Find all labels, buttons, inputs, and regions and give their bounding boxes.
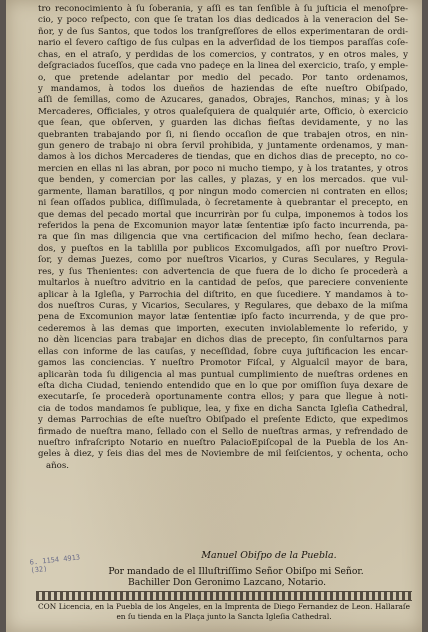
body-line: que demas del pecado mortal que incurriràn por ſu culpa, imponemos à todos los: [38, 209, 408, 220]
signature-text: Manuel Obiſpo de la Puebla.: [201, 550, 337, 561]
body-line: ñor, y de ſus Santos, que todos los tranſgreſſores de ellos experimentaran de ordi-: [38, 26, 408, 37]
body-line: referidos la pena de Excomunion mayor latæ ſententiæ ipſo facto incurrenda, pa-: [38, 221, 408, 232]
body-line: deſgraciados ſuceſſos, que cada vno padeçe en la linea del exercicio, traſo, y emple-: [38, 61, 408, 72]
body-line: nueſtro infraſcripto Notario en nueſtro PalacioEpiſcopal de la Puebla de los An-: [38, 438, 408, 449]
body-line: aplicar à la Igleſia, y Parrochia del diſtrito, en que ſucediere. Y mandamos à to-: [38, 289, 408, 300]
body-line: dos nueſtros Curas, y Vicarios, Seculares, y Regulares, que debaxo de la miſma: [38, 300, 408, 311]
body-line: no dèn licencias para trabajar en dichos dias de precepto, ſin conſultarnos para: [38, 335, 408, 346]
bishop-signature: [6, 550, 422, 561]
body-line: executarſe, ſe procederà oportunamente contra ellos; y para que llegue à noti-: [38, 392, 408, 403]
body-line: ra que ſin mas diligencia que vna certificacion del miſmo hecho, ſean declara-: [38, 232, 408, 243]
body-line: eſta dicha Ciudad, teniendo entendido que en lo que por omiſſion ſuya dexare de: [38, 380, 408, 391]
body-line: aplicaràn toda ſu diligencia al mas puntual cumplimiento de nueſtras ordenes en: [38, 369, 408, 380]
stamp-line-1: 6. 1154 4913: [29, 553, 81, 567]
body-line: dos, y pueſtos en la tablilla por publicos Excomulgados, aſſi por nueſtro Provi-: [38, 243, 408, 254]
body-line: aſſi de ſemillas, como de Azucares, ganados, Obrajes, Ranchos, minas; y à los: [38, 95, 408, 106]
stamp-line-2: (32): [30, 564, 48, 575]
body-line: quebranten trabajando por ſi, ni ſiendo occaſion de que trabajen otros, en nin-: [38, 129, 408, 140]
body-line: damos à los dichos Mercaderes de tiendas, que en dichos dias de precepto, no co-: [38, 152, 408, 163]
body-line: res, y ſus Thenientes: con advertencia de que fuera de lo dicho ſe procederà a: [38, 266, 408, 277]
body-line: cia de todos mandamos ſe publique, lea, y fixe en dicha Sancta Igleſia Cathedral,: [38, 403, 408, 414]
notary-line-2: Bachiller Don Geronimo Lazcano, Notario.: [128, 577, 327, 588]
body-line: años.: [46, 460, 69, 471]
body-line: ſor, y demas Juezes, como por nueſtros Vicarios, y Curas Seculares, y Regula-: [38, 255, 408, 266]
ornamental-divider: [36, 591, 412, 601]
body-line: pena de Excomunion mayor latæ ſententiæ ipſo facto incurrenda, y de que pro-: [38, 312, 408, 323]
body-line: geles à diez, y ſeis dias del mes de Noviembre de mil ſeiſcientos, y ochenta, ocho: [38, 449, 408, 460]
body-line: cederemos à las demas que importen, executen inviolablemente lo referido, y: [38, 323, 408, 334]
body-line: garmente, llaman baratillos, q por ningun modo comercien ni contraten en ellos;: [38, 186, 408, 197]
body-line: firmado de nueſtra mano, ſellado con el Sello de nueſtras armas, y refrendado de: [38, 426, 408, 437]
edict-body: [38, 4, 408, 472]
body-line: que ſean, que obſerven, y guarden las dichas fieſtas devidamente, y no las: [38, 118, 408, 129]
body-line: gun genero de trabajo ni obra ſervil prohibida, y juntamente ordenamos, y man-: [38, 141, 408, 152]
body-line: tro reconocimiento à ſu ſoberania, y aſſi es tan ſenſible à ſu juſticia el menoſpre-: [38, 4, 408, 14]
body-line: nario el ſevero caſtigo de ſus culpas en la adverſidad de los tiempos paraſſas coſe-: [38, 38, 408, 49]
imprint-line-2: en ſu tienda en la Plaça junto la Sancta Igleſia Cathedral.: [116, 611, 332, 621]
body-line: mercien en ellas ni las abran, por poco ni mucho tiempo, y à los tratantes, y otros: [38, 163, 408, 174]
document-page: [6, 0, 422, 632]
body-line: cio, y poco reſpecto, con que ſe tratan los dias dedicados à la veneracion del Se-: [38, 15, 408, 26]
body-line: multarlos à nueſtro advitrio en la cantidad de peſos, que pareciere conveniente: [38, 278, 408, 289]
body-line: y mandamos, à todos los dueños de haziendas de eſte nueſtro Obiſpado,: [38, 83, 408, 94]
body-line: y demas Parrochias de eſte nueſtro Obiſpado el preſente Edicto, que expedimos: [38, 415, 408, 426]
notary-attestation: [66, 566, 406, 588]
body-line: chas, en el atraſo, y perdidas de los comercios, y contratos, y en otros males, y: [38, 49, 408, 60]
body-line: ni ſean oſſados publica, diſſimulada, ò ſecretamente à quebrantar el precepto, en: [38, 198, 408, 209]
body-line: gamos las conciencias. Y nueſtro Promotor Fiſcal, y Algualcil mayor de bara,: [38, 358, 408, 369]
body-line: Mercaderes, Officiales, y otros qualeſquiera de qualquiér arte, Officio, ò exercicio: [38, 106, 408, 117]
printer-imprint: [38, 602, 410, 621]
imprint-line-1: CON Licencia, en la Puebla de los Angeles, en la Imprenta de Diego Fernandez de Leon. Hallaraſe: [38, 602, 410, 611]
body-line: que benden, y comercian por las calles, y plazas, y en los mercados. que vul-: [38, 175, 408, 186]
body-line: o, que pretende adelantar por medio del pecado. Por tanto ordenamos,: [38, 72, 408, 83]
notary-line-1: Por mandado de el Illuſtriſſimo Señor Obiſpo mi Señor.: [108, 566, 364, 577]
body-line: ellas con informe de las cauſas, y neceſſidad, ſobre cuya juſtificacion les encar-: [38, 346, 408, 357]
